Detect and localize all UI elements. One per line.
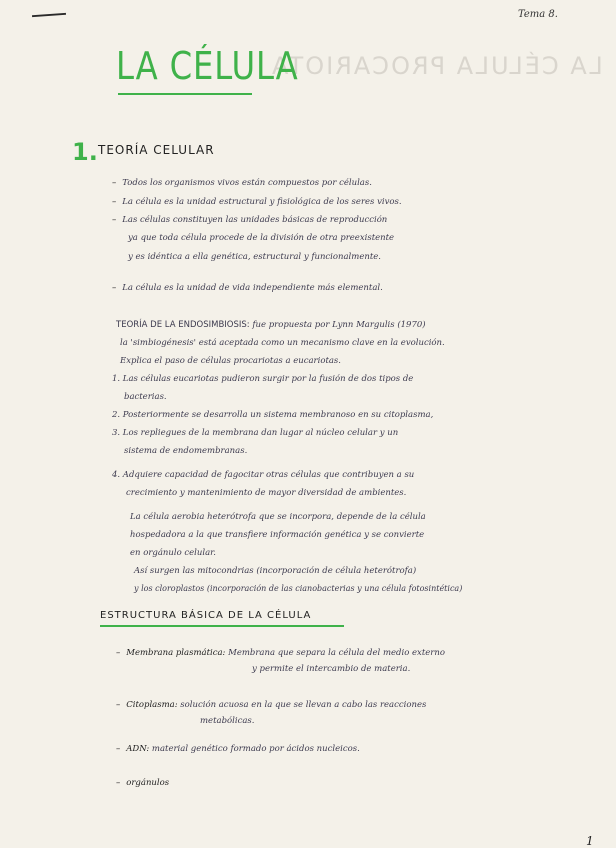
section1-title: TEORÍA CELULAR (98, 143, 215, 157)
page-number: 1 (586, 834, 594, 848)
endosimbiosis-line-7: sistema de endomembranas. (124, 446, 248, 456)
structure-item-citoplasma: – Citoplasma: solución acuosa en la que se llevan a cabo las reacciones (116, 700, 427, 710)
section2-title: ESTRUCTURA BÁSICA DE LA CÉLULA (100, 610, 312, 621)
endosimbiosis-line-10: La célula aerobia heterótrofa que se incorpora, depende de la célula (130, 512, 426, 522)
endosimbiosis-line-1: la 'simbiogénesis' está aceptada como un mecanismo clave en la evolución. (120, 338, 445, 348)
bullet-3-cont-1: ya que toda célula procede de la división de otra preexistente (128, 233, 395, 243)
endosimbiosis-line-2: Explica el paso de células procariotas a eucariotas. (120, 356, 341, 366)
section2-underline (100, 625, 344, 627)
endosimbiosis-line-9: crecimiento y mantenimiento de mayor diversidad de ambientes. (126, 488, 407, 498)
endosimbiosis-line-5: 2. Posteriormente se desarrolla un sistema membranoso en su citoplasma, (112, 410, 434, 420)
top-pen-mark (32, 13, 66, 17)
endosimbiosis-line-14: y los cloroplastos (incorporación de las cianobacterias y una célula fotosintética) (134, 584, 463, 593)
endosimbiosis-line-13: Así surgen las mitocondrias (incorporación de célula heterótrofa) (134, 566, 417, 576)
endosimbiosis-line-8: 4. Adquiere capacidad de fagocitar otras células que contribuyen a su (112, 470, 415, 480)
structure-item-citoplasma-cont: metabólicas. (200, 716, 255, 726)
bullet-3-cont-2: y es idéntica a ella genética, estructural y funcionalmente. (128, 252, 381, 262)
tema-label: Tema 8. (518, 9, 558, 20)
endosimbiosis-line-4: bacterias. (124, 392, 167, 402)
bullet-3: – Las células constituyen las unidades básicas de reproducción (112, 215, 388, 225)
bleed-through-text: LA CÉLULA PROCARIOTA (270, 52, 603, 80)
endosimbiosis-line-12: en orgánulo celular. (130, 548, 216, 558)
structure-item-adn: – ADN: material genético formado por ácidos nucleicos. (116, 744, 360, 754)
page-title: LA CÉLULA (116, 44, 299, 88)
endosimbiosis-line-6: 3. Los repliegues de la membrana dan lugar al núcleo celular y un (112, 428, 399, 438)
bullet-1: – Todos los organismos vivos están compuestos por células. (112, 178, 372, 188)
structure-item-membrana: – Membrana plasmática: Membrana que separa la célula del medio externo (116, 648, 445, 658)
structure-item-membrana-cont: y permite el intercambio de materia. (252, 664, 411, 674)
bullet-2: – La célula es la unidad estructural y fisiológica de los seres vivos. (112, 197, 402, 207)
bullet-4: – La célula es la unidad de vida independiente más elemental. (112, 283, 383, 293)
endosimbiosis-line-11: hospedadora a la que transfiere información genética y se convierte (130, 530, 425, 540)
endosimbiosis-heading: TEORÍA DE LA ENDOSIMBIOSIS: (116, 320, 250, 330)
endosimbiosis-line-0: TEORÍA DE LA ENDOSIMBIOSIS: fue propuesta por Lynn Margulis (1970) (116, 320, 426, 330)
title-underline (118, 93, 252, 95)
endosimbiosis-line-3: 1. Las células eucariotas pudieron surgir por la fusión de dos tipos de (112, 374, 414, 384)
section1-number: 1. (72, 138, 98, 166)
structure-item-organulos: – orgánulos (116, 778, 170, 788)
